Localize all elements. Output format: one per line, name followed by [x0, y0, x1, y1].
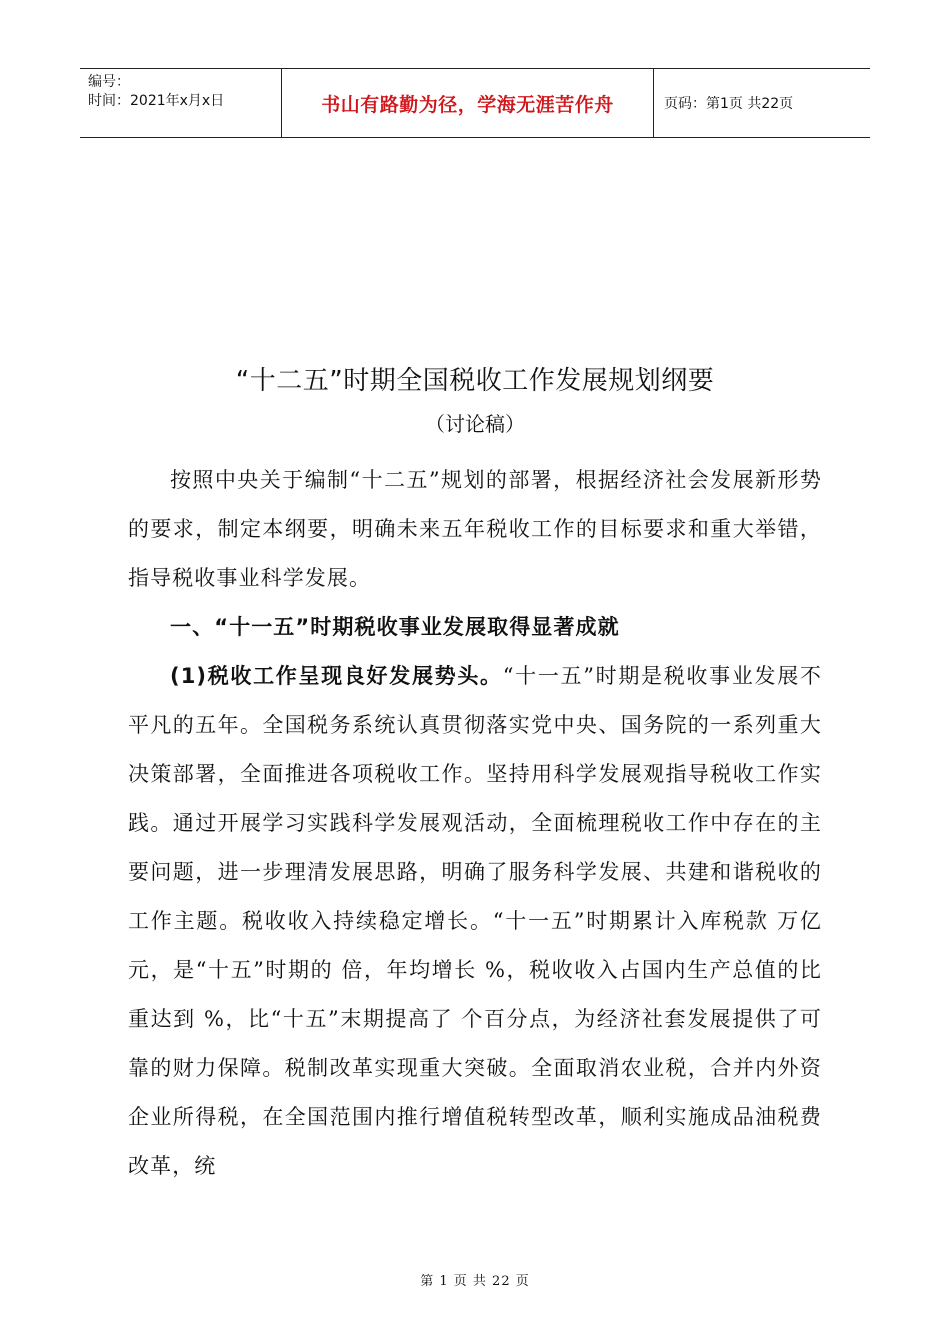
document-subtitle: （讨论稿）	[425, 412, 525, 436]
document-body	[128, 456, 822, 1191]
header-page-code-cell	[654, 69, 870, 137]
paragraph-1-text: “十一五”时期是税收事业发展不平凡的五年。全国税务系统认真贯彻落实党中央、国务院的一系列重大决策部署，全面推进各项税收工作。坚持用科学发展观指导税收工作实践。通过开展学习实践科学发展观活动，全面梳理税收工作中存在的主要问题，进一步理清发展思路，明确了服务科学发展、共建和谐税收的工作主题。税收收入持续稳定增长。“十一五”时期累计入库税款 万亿元，是“十五”时期的 倍，年均增长 %，税收收入占国内生产总值的比重达到 %，比“十五”末期提高了 个百分点，为经济社套发展提供了可靠的财力保障。税制改革实现重大突破。全面取消农业税，合并内外资企业所得税，在全国范围内推行增值税转型改革，顺利实施成品油税费改革，统	[128, 664, 822, 1178]
paragraph-1	[128, 652, 822, 1191]
page-header	[80, 68, 870, 138]
number-label: 编号：	[88, 74, 130, 90]
paragraph-1-lead: (1)税收工作呈现良好发展势头。	[170, 664, 503, 688]
page-footer: 第 1 页 共 22 页	[420, 1274, 530, 1289]
header-motto-cell	[282, 69, 654, 137]
intro-paragraph: 按照中央关于编制“十二五”规划的部署，根据经济社会发展新形势的要求，制定本纲要，明确未来五年税收工作的目标要求和重大举错，指导税收事业科学发展。	[128, 468, 822, 590]
page-code: 页码：第1页 共22页	[664, 96, 794, 112]
section-heading: 一、“十一五”时期税收事业发展取得显著成就	[170, 615, 620, 639]
document-title: “十二五”时期全国税收工作发展规划纲要	[235, 366, 715, 396]
motto-text: 书山有路勤为径，学海无涯苦作舟	[321, 93, 614, 116]
header-meta	[80, 69, 282, 137]
time-label: 时间：2021年x月x日	[88, 93, 225, 109]
